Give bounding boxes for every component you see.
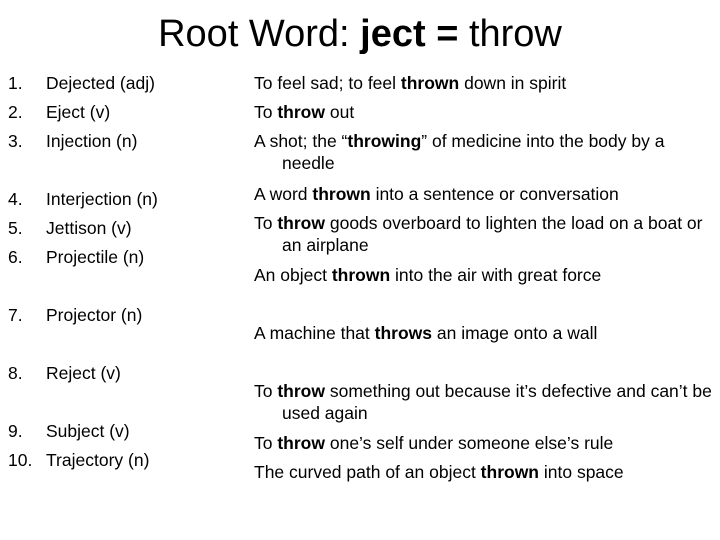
word-item-1 <box>8 72 155 95</box>
definition-keyword: thrown <box>480 462 539 482</box>
word-item-7 <box>8 304 142 327</box>
definition-item-7 <box>254 322 716 344</box>
definition-text: something out because it’s defective and can’t be used again <box>282 381 712 423</box>
definition-keyword: throwing <box>347 131 422 151</box>
definition-text: To <box>254 381 278 401</box>
word-number: 6. <box>8 247 23 267</box>
definition-text: into a sentence or conversation <box>370 184 619 204</box>
definition-keyword: throw <box>277 213 325 233</box>
definition-item-3 <box>254 130 716 174</box>
definition-item-5 <box>254 212 716 256</box>
definition-text: down in spirit <box>459 73 567 93</box>
definition-item-2 <box>254 101 716 123</box>
definition-item-10 <box>254 461 716 483</box>
definition-item-4 <box>254 183 716 205</box>
word-number: 10. <box>8 450 33 470</box>
word-item-2 <box>8 101 110 124</box>
definition-item-6 <box>254 264 716 286</box>
word-number: 3. <box>8 131 23 151</box>
definition-keyword: thrown <box>312 184 371 204</box>
definition-text: goods overboard to lighten the load on a boat or an airplane <box>282 213 703 255</box>
definition-text: To feel sad; to feel <box>254 73 401 93</box>
word-text: Injection (n) <box>46 131 138 151</box>
word-text: Eject (v) <box>46 102 111 122</box>
definition-text: out <box>325 102 355 122</box>
word-text: Reject (v) <box>46 363 121 383</box>
word-item-3 <box>8 130 137 153</box>
definition-text: A machine that <box>254 323 375 343</box>
word-text: Jettison (v) <box>46 218 132 238</box>
definition-text: To <box>254 102 278 122</box>
word-item-10 <box>8 449 149 472</box>
definition-text: into the air with great force <box>390 265 602 285</box>
definition-text: A word <box>254 184 313 204</box>
word-item-6 <box>8 246 144 269</box>
word-number: 5. <box>8 218 23 238</box>
definition-keyword: thrown <box>400 73 460 93</box>
word-text: Subject (v) <box>46 421 130 441</box>
word-text: Interjection (n) <box>46 189 158 209</box>
word-text: Projector (n) <box>46 305 143 325</box>
definition-text: The curved path of an object <box>254 462 481 482</box>
definition-item-8 <box>254 380 716 424</box>
word-number: 7. <box>8 305 23 325</box>
definition-keyword: throw <box>277 102 325 122</box>
word-item-9 <box>8 420 130 443</box>
word-number: 4. <box>8 189 23 209</box>
word-item-5 <box>8 217 132 240</box>
definition-item-9 <box>254 432 716 454</box>
definition-keyword: throw <box>277 381 325 401</box>
slide-title <box>0 8 720 60</box>
title-meaning: throw <box>458 13 562 55</box>
definition-keyword: throw <box>277 433 325 453</box>
definition-keyword: throws <box>374 323 433 343</box>
definition-text: an image onto a wall <box>432 323 598 343</box>
definition-text: A shot; the “ <box>254 131 348 151</box>
word-item-8 <box>8 362 121 385</box>
word-number: 1. <box>8 73 23 93</box>
definition-text: ” of medicine into the body by a needle <box>282 131 665 173</box>
title-prefix: Root Word: <box>158 13 361 55</box>
title-root: ject = <box>360 13 459 55</box>
definition-text: To <box>254 213 278 233</box>
word-number: 8. <box>8 363 23 383</box>
definition-text: To <box>254 433 278 453</box>
word-number: 9. <box>8 421 23 441</box>
word-text: Projectile (n) <box>46 247 145 267</box>
definition-item-1 <box>254 72 716 94</box>
word-text: Trajectory (n) <box>46 450 150 470</box>
word-text: Dejected (adj) <box>46 73 155 93</box>
definition-keyword: thrown <box>331 265 391 285</box>
definition-text: one’s self under someone else’s rule <box>325 433 614 453</box>
definition-text: into space <box>539 462 624 482</box>
word-number: 2. <box>8 102 23 122</box>
definition-text: An object <box>254 265 332 285</box>
word-item-4 <box>8 188 158 211</box>
